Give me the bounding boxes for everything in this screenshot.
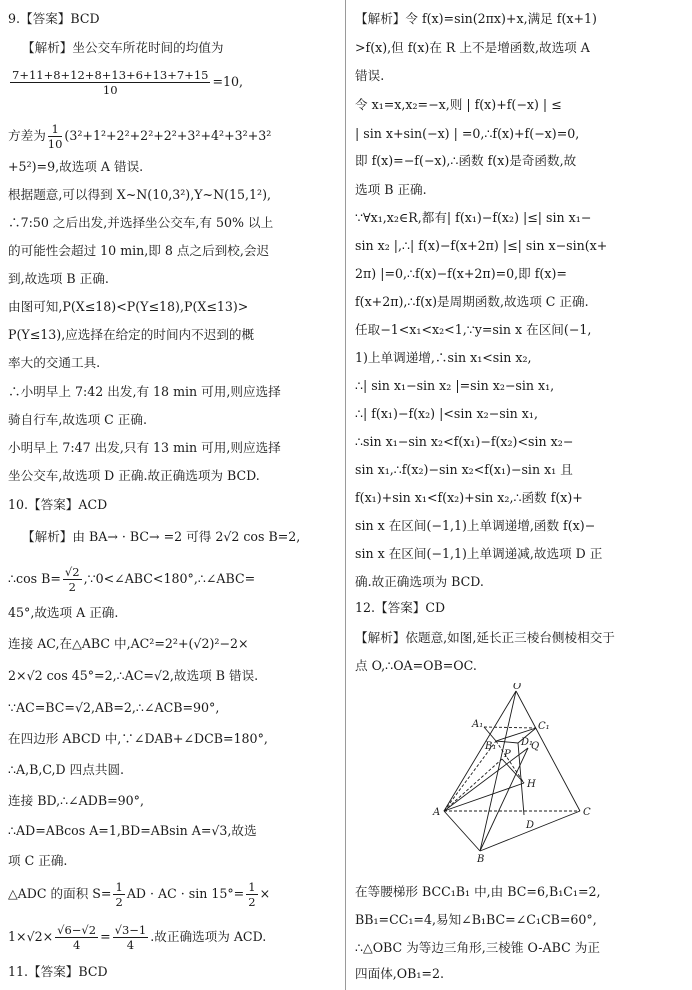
label-O: O (513, 683, 522, 692)
analysis-10: 【解析】由 BA→ · BC→ =2 可得 2√2 cos B=2, (22, 529, 301, 544)
text-line: ∵∀x₁,x₂∈R,都有| f(x₁)−f(x₂) |≤| sin x₁− (355, 210, 592, 225)
tetrahedron-diagram (430, 683, 620, 863)
label-B: B (477, 854, 485, 863)
edge-AP (444, 759, 502, 811)
cos-fraction: $\frac{√2}{2}$ (64, 565, 80, 594)
text-line: 45°,故选项 A 正确. (8, 605, 119, 620)
edge-AH (444, 783, 524, 811)
label-H: H (527, 779, 536, 790)
text-line: ∴A,B,C,D 四点共圆. (8, 762, 125, 777)
text-line: 错误. (355, 68, 385, 83)
mean-fraction: $\frac{7+11+8+12+8+13+6+13+7+15}{10}$ (12, 68, 209, 97)
text-line: 1)上单调递增,∴sin x₁<sin x₂, (355, 350, 532, 365)
edge-A1C1 (484, 727, 536, 728)
text-line: 四面体,OB₁=2. (355, 966, 444, 981)
text-line: ∵AC=BC=√2,AB=2,∴∠ACB=90°, (8, 700, 220, 715)
column-divider (345, 0, 346, 990)
text-line: ∴| sin x₁−sin x₂ |=sin x₂−sin x₁, (355, 378, 555, 393)
text-line: ∴7:50 之后出发,并选择坐公交车,有 50% 以上 (8, 215, 274, 230)
area-formula: △ADC 的面积 S= $\frac{1}{2}$ AD · AC · sin 15°= $\frac{1}{2}$ × (8, 880, 271, 909)
text-line: 连接 BD,∴∠ADB=90°, (8, 793, 144, 808)
variance-formula: 方差为 $\frac{1}{10}$ (3²+1²+2²+2²+2²+3²+4²+3²+3² (8, 122, 272, 151)
answer-9: 9.【答案】BCD (8, 11, 100, 26)
text-line: 确.故正确选项为 BCD. (355, 574, 484, 589)
text-line: ∴| f(x₁)−f(x₂) |<sin x₂−sin x₁, (355, 406, 538, 421)
text-line: 根据题意,可以得到 X~N(10,3²),Y~N(15,1²), (8, 187, 272, 202)
text-line: sin x 在区间(−1,1)上单调递减,故选项 D 正 (355, 546, 603, 561)
text-line: 2×√2 cos 45°=2,∴AC=√2,故选项 B 错误. (8, 668, 259, 683)
text-line: 到,故选项 B 正确. (8, 271, 109, 286)
text-line: 坐公交车,故选项 D 正确.故正确选项为 BCD. (8, 468, 260, 483)
text-line: 在四边形 ABCD 中,∵∠DAB+∠DCB=180°, (8, 731, 268, 746)
edge-B1D1 (496, 741, 518, 743)
text-line: P(Y≤13),应选择在给定的时间内不迟到的概 (8, 327, 255, 342)
text-line: 任取−1<x₁<x₂<1,∵y=sin x 在区间(−1, (355, 322, 592, 337)
answer-10: 10.【答案】ACD (8, 497, 108, 512)
text-line: 项 C 正确. (8, 853, 68, 868)
answer-11: 11.【答案】BCD (8, 964, 108, 979)
text-line: 的可能性会超过 10 min,即 8 点之后到校,会迟 (8, 243, 270, 258)
text-line: sin x₁,∴f(x₂)−sin x₂<f(x₁)−sin x₁ 且 (355, 462, 573, 477)
analysis-9: 【解析】坐公交车所花时间的均值为 (22, 40, 224, 55)
text-line: BB₁=CC₁=4,易知∠B₁BC=∠C₁CB=60°, (355, 912, 597, 927)
mean-formula: $\frac{7+11+8+12+8+13+6+13+7+15}{10}$ =10, (12, 68, 244, 97)
label-A1: A₁ (472, 719, 484, 730)
label-C: C (583, 807, 591, 818)
label-P: P (504, 749, 511, 760)
area-result: 1×√2× $\frac{√6-√2}{4}$ = $\frac{√3-1}{4}$ .故正确选项为 ACD. (8, 923, 267, 952)
label-Q: Q (531, 741, 540, 752)
tetrahedron-figure (430, 683, 620, 863)
text-line: 小明早上 7:47 出发,只有 13 min 可用,则应选择 (8, 440, 281, 455)
text-line: ∴sin x₁−sin x₂<f(x₁)−f(x₂)<sin x₂− (355, 434, 574, 449)
label-C1: C₁ (538, 721, 550, 732)
edge-OC (516, 691, 580, 811)
half-fraction: $\frac{1}{2}$ (115, 880, 123, 909)
analysis-12: 【解析】依题意,如图,延长正三棱台侧棱相交于 (355, 630, 615, 645)
text-line: ∴AD=ABcos A=1,BD=ABsin A=√3,故选 (8, 823, 257, 838)
text-line: f(x+2π),∴f(x)是周期函数,故选项 C 正确. (355, 294, 589, 309)
text-line: >f(x),但 f(x)在 R 上不是增函数,故选项 A (355, 40, 590, 55)
text-line: f(x₁)+sin x₁<f(x₂)+sin x₂,∴函数 f(x)+ (355, 490, 583, 505)
text-line: 令 x₁=x,x₂=−x,则 | f(x)+f(−x) | ≤ (355, 97, 562, 112)
analysis-11: 【解析】令 f(x)=sin(2πx)+x,满足 f(x+1) (355, 11, 597, 26)
edge-A-Q (444, 748, 528, 811)
text-line: 连接 AC,在△ABC 中,AC²=2²+(√2)²−2× (8, 636, 249, 651)
text-line: 率大的交通工具. (8, 355, 101, 370)
text-line: 选项 B 正确. (355, 182, 427, 197)
label-A: A (433, 807, 441, 818)
label-D1: D₁ (521, 737, 534, 748)
text-line: | sin x+sin(−x) | =0,∴f(x)+f(−x)=0, (355, 126, 580, 141)
text-line: 骑自行车,故选项 C 正确. (8, 412, 147, 427)
half-fraction: $\frac{1}{2}$ (248, 880, 256, 909)
text-line: 由图可知,P(X≤18)<P(Y≤18),P(X≤13)> (8, 299, 249, 314)
result-fraction: $\frac{√3-1}{4}$ (114, 923, 147, 952)
edge-BC (480, 811, 580, 851)
text-line: sin x 在区间(−1,1)上单调递增,函数 f(x)− (355, 518, 596, 533)
text-line: ∴△OBC 为等边三角形,三棱锥 O-ABC 为正 (355, 940, 600, 955)
text-line: +5²)=9,故选项 A 错误. (8, 159, 144, 174)
edge-AB (444, 811, 480, 851)
text-line: ∴小明早上 7:42 出发,有 18 min 可用,则应选择 (8, 384, 281, 399)
text-line: 在等腰梯形 BCC₁B₁ 中,由 BC=6,B₁C₁=2, (355, 884, 601, 899)
text-line: sin x₂ |,∴| f(x)−f(x+2π) |≤| sin x−sin(x+ (355, 238, 608, 253)
label-D: D (526, 820, 535, 831)
text-line: 即 f(x)=−f(−x),∴函数 f(x)是奇函数,故 (355, 153, 577, 168)
variance-fraction: $\frac{1}{10}$ (47, 122, 63, 151)
sin15-fraction: $\frac{√6-√2}{4}$ (57, 923, 97, 952)
text-line: 2π) |=0,∴f(x)−f(x+2π)=0,即 f(x)= (355, 266, 567, 281)
text-line: 点 O,∴OA=OB=OC. (355, 658, 477, 673)
label-B1: B₁ (485, 741, 497, 752)
edge-A1B1 (484, 727, 496, 741)
answer-12: 12.【答案】CD (355, 600, 446, 615)
edge-BQ (480, 748, 528, 851)
cos-formula: ∴cos B= $\frac{√2}{2}$ ,∵0<∠ABC<180°,∴∠ABC= (8, 565, 256, 594)
